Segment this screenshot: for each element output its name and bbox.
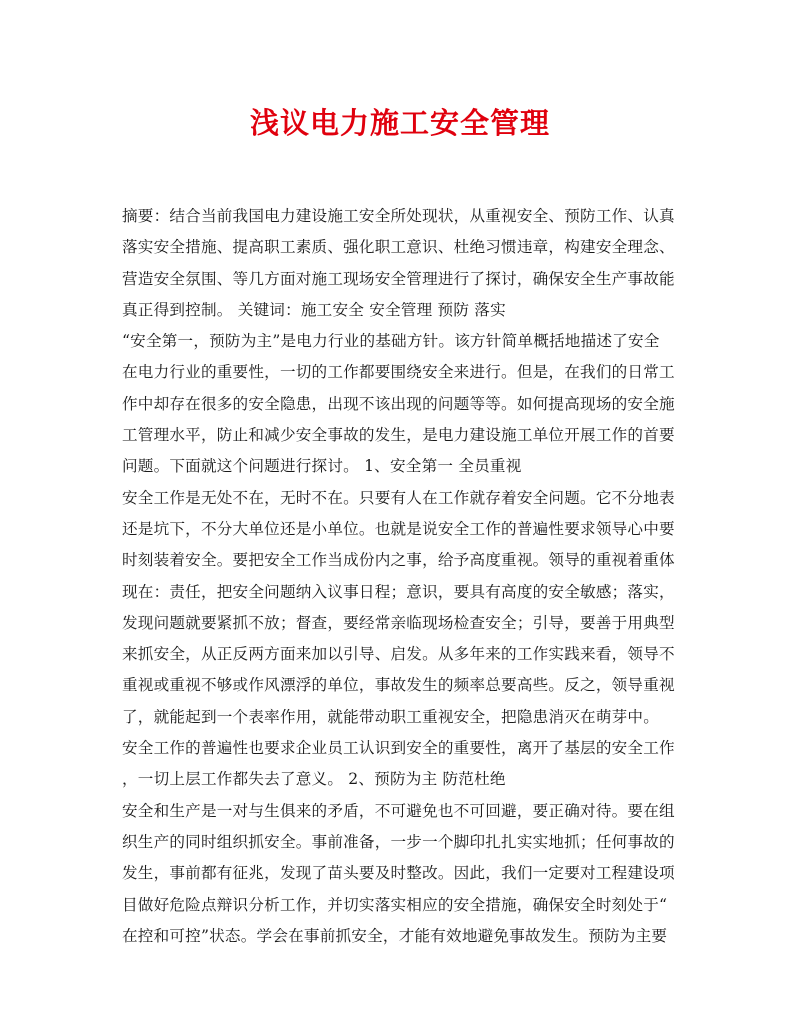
body-line: 时刻装着安全。要把安全工作当成份内之事，给予高度重视。领导的重视着重体 xyxy=(122,551,675,570)
body-line: 重视或重视不够或作风漂浮的单位，事故发生的频率总要高些。反之，领导重视 xyxy=(122,676,675,695)
body-line: 来抓安全，从正反两方面来加以引导、启发。从多年来的工作实践来看，领导不 xyxy=(122,645,675,664)
body-line: 发现问题就要紧抓不放；督查，要经常亲临现场检查安全；引导，要善于用典型 xyxy=(122,613,675,632)
body-line: 真正得到控制。 关键词：施工安全 安全管理 预防 落实 xyxy=(122,300,506,319)
body-line: 了，就能起到一个表率作用，就能带动职工重视安全，把隐患消灭在萌芽中。 xyxy=(122,707,659,726)
body-line: 现在：责任，把安全问题纳入议事日程；意识，要具有高度的安全敏感；落实， xyxy=(122,582,675,601)
body-line: 还是坑下，不分大单位还是小单位。也就是说安全工作的普遍性要求领导心中要 xyxy=(122,519,675,538)
body-line: 织生产的同时组织抓安全。事前准备，一步一个脚印扎扎实实地抓；任何事故的 xyxy=(122,832,675,851)
body-line: 在控和可控”状态。学会在事前抓安全，才能有效地避免事故发生。预防为主要 xyxy=(122,926,668,945)
body-line: 安全工作是无处不在，无时不在。只要有人在工作就存着安全问题。它不分地表 xyxy=(122,488,675,507)
body-line: 营造安全氛围、等几方面对施工现场安全管理进行了探讨，确保安全生产事故能 xyxy=(122,269,675,288)
body-line: 工管理水平，防止和减少安全事故的发生，是电力建设施工单位开展工作的首要 xyxy=(122,426,675,445)
body-line: 在电力行业的重要性，一切的工作都要围绕安全来进行。但是，在我们的日常工 xyxy=(122,363,675,382)
body-line: 安全和生产是一对与生俱来的矛盾，不可避免也不可回避，要正确对待。要在组 xyxy=(122,801,675,820)
body-line: ，一切上层工作都失去了意义。 2、预防为主 防范杜绝 xyxy=(122,770,506,789)
body-line: 发生，事前都有征兆，发现了苗头要及时整改。因此，我们一定要对工程建设项 xyxy=(122,864,675,883)
body-line: “安全第一，预防为主”是电力行业的基础方针。该方针简单概括地描述了安全 xyxy=(122,332,660,351)
document-body xyxy=(122,201,682,952)
body-line: 摘要：结合当前我国电力建设施工安全所处现状，从重视安全、预防工作、认真 xyxy=(122,207,675,225)
body-line: 作中却存在很多的安全隐患，出现不该出现的问题等等。如何提高现场的安全施 xyxy=(122,394,675,413)
document-title: 浅议电力施工安全管理 xyxy=(249,106,550,140)
body-line: 目做好危险点辩识分析工作，并切实落实相应的安全措施，确保安全时刻处于“ xyxy=(122,895,668,914)
body-line: 落实安全措施、提高职工素质、强化职工意识、杜绝习惯违章，构建安全理念、 xyxy=(122,238,675,257)
body-line: 安全工作的普遍性也要求企业员工认识到安全的重要性，离开了基层的安全工作 xyxy=(122,739,675,758)
body-line: 问题。下面就这个问题进行探讨。 1、安全第一 全员重视 xyxy=(122,457,522,476)
